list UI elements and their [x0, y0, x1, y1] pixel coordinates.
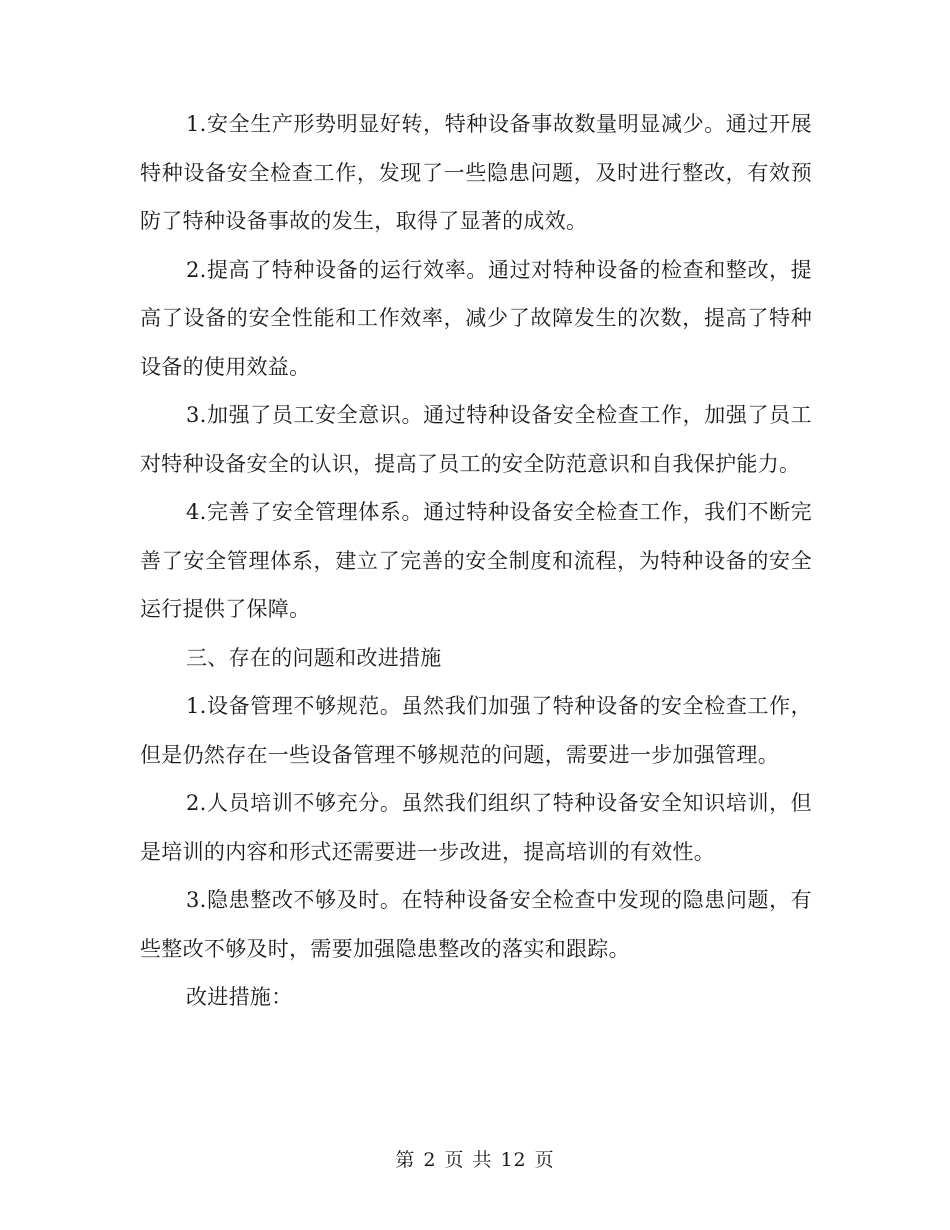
- section-heading-problems: 三、存在的问题和改进措施: [186, 645, 442, 670]
- paragraph-problem-1: 1.设备管理不够规范。虽然我们加强了特种设备的安全检查工作，但是仍然存在一些设备管理不够规范的问题，需要进一步加强管理。: [140, 694, 812, 767]
- paragraph-problem-3: 3.隐患整改不够及时。在特种设备安全检查中发现的隐患问题，有些整改不够及时，需要加强隐患整改的落实和跟踪。: [140, 888, 812, 961]
- footer-prefix: 第: [395, 1149, 416, 1171]
- paragraph-result-2: 2.提高了特种设备的运行效率。通过对特种设备的检查和整改，提高了设备的安全性能和工作效率，减少了故障发生的次数，提高了特种设备的使用效益。: [140, 257, 812, 379]
- footer-current-page: 2: [423, 1149, 437, 1171]
- paragraph-result-1: 1.安全生产形势明显好转，特种设备事故数量明显减少。通过开展特种设备安全检查工作，发现了一些隐患问题，及时进行整改，有效预防了特种设备事故的发生，取得了显著的成效。: [140, 112, 812, 233]
- footer-total-pages: 12: [500, 1149, 527, 1171]
- paragraph-result-4: 4.完善了安全管理体系。通过特种设备安全检查工作，我们不断完善了安全管理体系，建立了完善的安全制度和流程，为特种设备的安全运行提供了保障。: [140, 500, 812, 621]
- paragraph-result-3: 3.加强了员工安全意识。通过特种设备安全检查工作，加强了员工对特种设备安全的认识，提高了员工的安全防范意识和自我保护能力。: [140, 403, 812, 476]
- footer-page-word: 页: [444, 1149, 465, 1171]
- footer-suffix: 页: [534, 1149, 555, 1171]
- improvement-measures-label: 改进措施：: [186, 985, 293, 1009]
- page-footer: [0, 1145, 950, 1172]
- body-text: [140, 100, 812, 1022]
- paragraph-problem-2: 2.人员培训不够充分。虽然我们组织了特种设备安全知识培训，但是培训的内容和形式还需要进一步改进，提高培训的有效性。: [140, 791, 812, 864]
- footer-total-word: 共: [472, 1149, 493, 1171]
